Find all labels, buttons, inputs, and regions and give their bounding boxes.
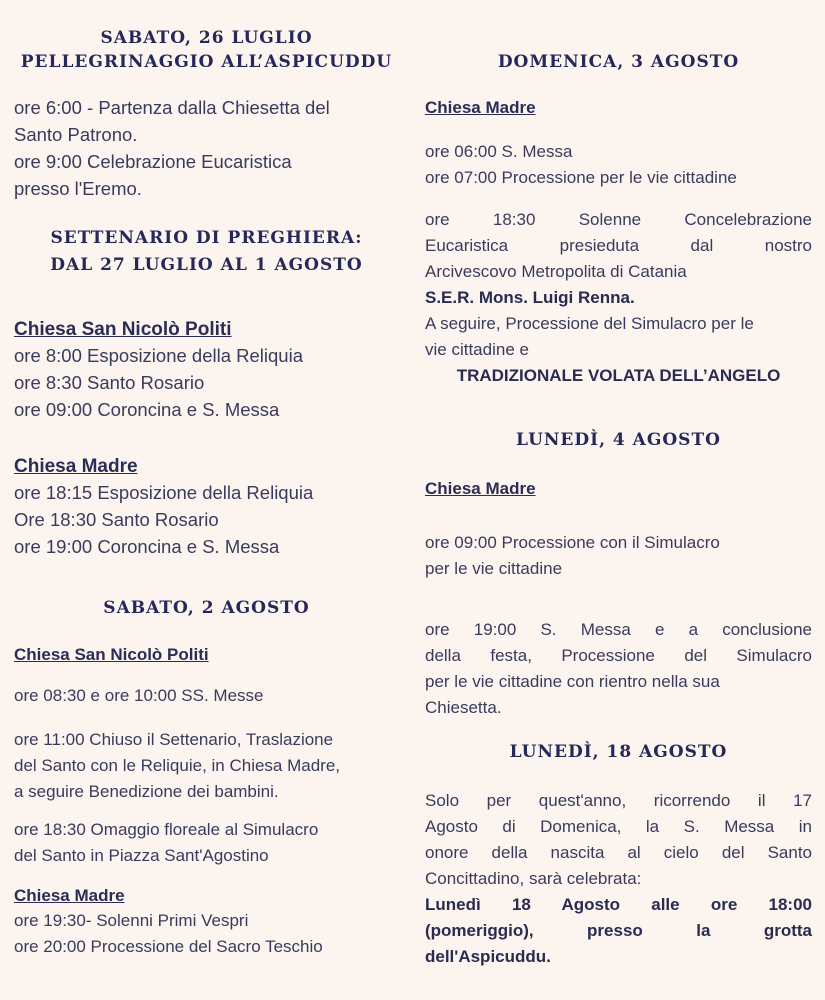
- schedule-line: del Santo in Piazza Sant'Agostino: [14, 846, 269, 865]
- section-subtitle: PELLEGRINAGGIO ALL’ASPICUDDU: [20, 52, 393, 72]
- church-heading: Chiesa Madre: [425, 98, 536, 117]
- schedule-line: ore 18:15 Esposizione della Reliquia: [14, 482, 314, 503]
- schedule-line: presso l'Eremo.: [14, 178, 142, 199]
- schedule-line: della festa, Processione del Simulacro: [425, 646, 812, 665]
- schedule-line: ore 19:00 Coroncina e S. Messa: [14, 536, 280, 557]
- schedule-line: ore 18:30 Solenne Concelebrazione: [425, 210, 812, 229]
- church-block: [14, 455, 399, 560]
- schedule-line: per le vie cittadine: [425, 559, 563, 578]
- schedule-paragraph: [425, 617, 812, 721]
- schedule-line: ore 8:30 Santo Rosario: [14, 372, 205, 393]
- schedule-paragraph: [425, 530, 812, 582]
- schedule-line: Concittadino, sarà celebrata:: [425, 869, 642, 888]
- schedule-line: (pomeriggio), presso la grotta: [425, 921, 812, 940]
- church-heading: Chiesa Madre: [425, 479, 536, 498]
- church-heading: Chiesa Madre: [14, 886, 125, 905]
- section-subtitle: DAL 27 LUGLIO AL 1 AGOSTO: [50, 255, 363, 275]
- section-lunedi-4-agosto: [425, 428, 812, 452]
- schedule-line: ore 09:00 Coroncina e S. Messa: [14, 399, 280, 420]
- section-title: SABATO, 2 AGOSTO: [103, 598, 310, 618]
- schedule-line: ore 07:00 Processione per le vie cittadine: [425, 168, 737, 187]
- schedule-line: Solo per quest'anno, ricorrendo il 17: [425, 791, 812, 810]
- section-title: SABATO, 26 LUGLIO: [100, 28, 313, 48]
- section-lunedi-18-agosto: [425, 740, 812, 764]
- section-title: LUNEDÌ, 4 AGOSTO: [516, 430, 721, 450]
- schedule-line: A seguire, Processione del Simulacro per le: [425, 314, 754, 333]
- schedule-line: onore della nascita al cielo del Santo: [425, 843, 812, 862]
- section-domenica-3-agosto: [425, 50, 812, 74]
- church-heading: Chiesa San Nicolò Politi: [14, 645, 209, 664]
- section-title: LUNEDÌ, 18 AGOSTO: [509, 742, 728, 762]
- schedule-line: Arcivescovo Metropolita di Catania: [425, 262, 687, 281]
- schedule-line: Eucaristica presieduta dal nostro: [425, 236, 812, 255]
- schedule-line: ore 19:30- Solenni Primi Vespri: [14, 911, 249, 930]
- church-heading: Chiesa Madre: [14, 456, 138, 477]
- schedule-line: Chiesetta.: [425, 698, 502, 717]
- schedule-line: Santo Patrono.: [14, 124, 138, 145]
- schedule-line: Agosto di Domenica, la S. Messa in: [425, 817, 812, 836]
- schedule-paragraph: [14, 817, 399, 869]
- schedule-line: del Santo con le Reliquie, in Chiesa Madre,: [14, 756, 341, 775]
- schedule-paragraph: [14, 727, 399, 805]
- schedule-line: vie cittadine e: [425, 340, 529, 359]
- schedule-line: ore 09:00 Processione con il Simulacro: [425, 533, 720, 552]
- schedule-line: per le vie cittadine con rientro nella sua: [425, 672, 720, 691]
- section-sabato-26-luglio: [14, 26, 399, 74]
- section-title: SETTENARIO DI PREGHIERA:: [50, 228, 363, 248]
- church-block: [14, 643, 399, 667]
- schedule-line: ore 19:00 S. Messa e a conclusione: [425, 620, 812, 639]
- schedule-list: [14, 94, 399, 202]
- section-title: DOMENICA, 3 AGOSTO: [497, 52, 740, 72]
- schedule-line: ore 06:00 S. Messa: [425, 142, 573, 161]
- schedule-list: [14, 683, 399, 709]
- church-block: [14, 318, 399, 423]
- schedule-line: ore 20:00 Processione del Sacro Teschio: [14, 937, 323, 956]
- schedule-line: Lunedì 18 Agosto alle ore 18:00: [425, 895, 812, 914]
- section-sabato-2-agosto: [14, 596, 399, 620]
- section-settenario: [14, 226, 399, 277]
- schedule-list: [425, 139, 812, 191]
- volata-highlight: TRADIZIONALE VOLATA DELL’ANGELO: [456, 366, 781, 385]
- church-heading: Chiesa San Nicolò Politi: [14, 319, 232, 340]
- schedule-line: ore 11:00 Chiuso il Settenario, Traslazione: [14, 730, 334, 749]
- schedule-paragraph: [425, 207, 812, 389]
- schedule-line: Ore 18:30 Santo Rosario: [14, 509, 219, 530]
- church-block: [14, 884, 399, 960]
- church-block: [425, 477, 812, 501]
- schedule-line: ore 8:00 Esposizione della Reliquia: [14, 345, 303, 366]
- schedule-line: ore 9:00 Celebrazione Eucaristica: [14, 151, 292, 172]
- schedule-line: a seguire Benedizione dei bambini.: [14, 782, 279, 801]
- schedule-line: ore 08:30 e ore 10:00 SS. Messe: [14, 686, 264, 705]
- schedule-line: dell'Aspicuddu.: [425, 947, 551, 966]
- church-block: [425, 96, 812, 120]
- schedule-paragraph: [425, 788, 812, 970]
- schedule-line: ore 6:00 - Partenza dalla Chiesetta del: [14, 97, 330, 118]
- schedule-line: ore 18:30 Omaggio floreale al Simulacro: [14, 820, 319, 839]
- bishop-name: S.E.R. Mons. Luigi Renna.: [425, 288, 635, 307]
